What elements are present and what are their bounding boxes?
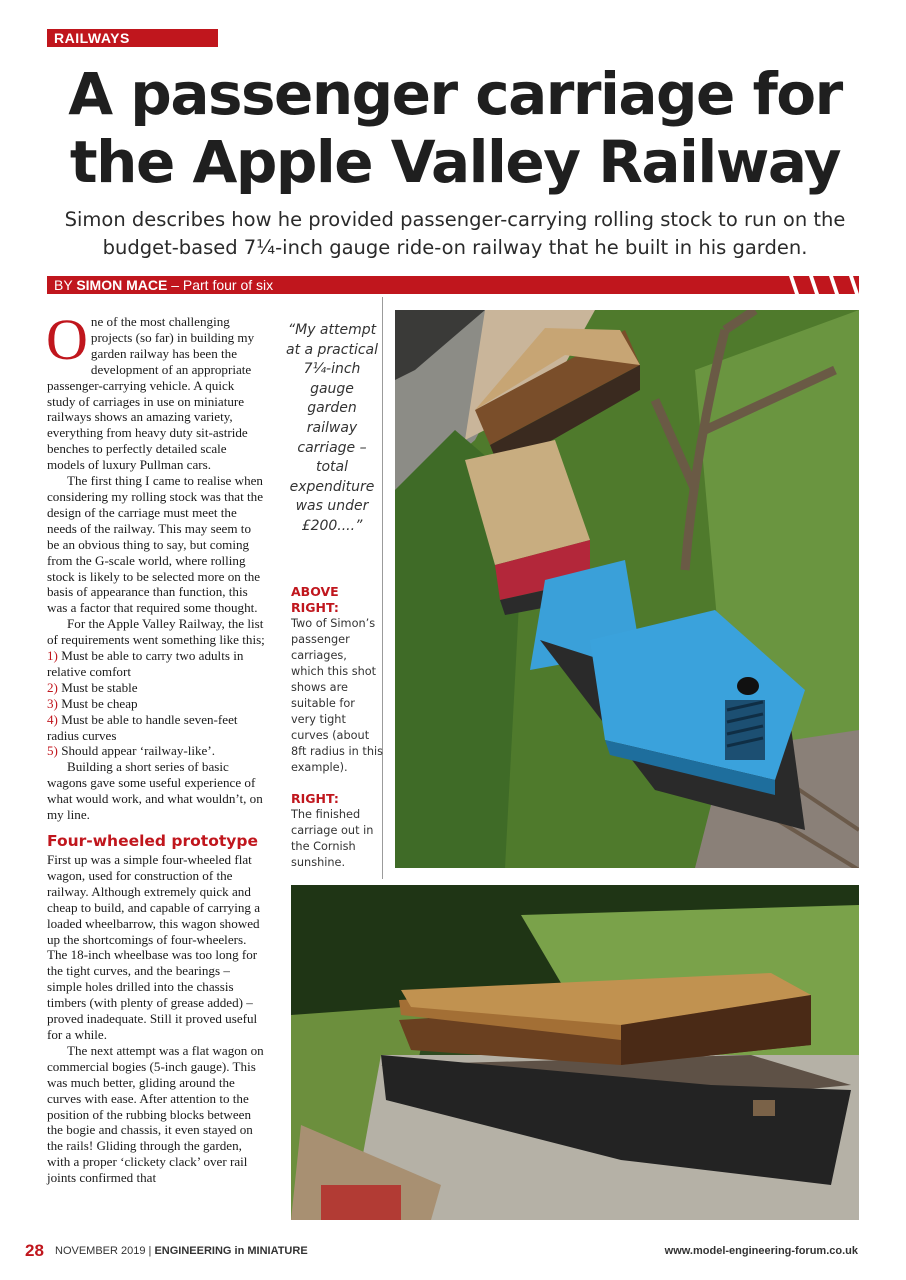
- caption-text: Two of Simon’s passenger carriages, which this shot shows are suitable for very tight curves (about 8ft radius in this example).: [291, 617, 384, 774]
- paragraph: One of the most challenging projects (so far) in building my garden railway has been the development of an appropriate passenger-carrying vehicle. A quick study of carriages in use on miniature railways shows an amazing variety, everything from heavy duty sit-astride benches to perfectly detailed scale models of luxury Pullman cars.: [46, 307, 255, 473]
- byline-author: SIMON MACE: [76, 277, 168, 293]
- byline-slash-decoration: [783, 276, 859, 294]
- list-item: 5) Should appear ‘railway-like’.: [47, 743, 215, 759]
- paragraph: Building a short series of basic wagons gave some useful experience of what would work, and what wouldn’t, on my line.: [47, 759, 263, 823]
- paragraph: The next attempt was a flat wagon on commercial bogies (5-inch gauge). This was much better, gliding around the curves with ease. After attention to the position of the rubbing blocks between the bogie and chassis, it even stayed on the rails! Gliding through the garden, with a proper ‘clickety clack’ over rail joints confirmed that: [47, 1042, 264, 1186]
- page-number: 28: [25, 1241, 44, 1260]
- byline-bar: [47, 276, 813, 294]
- magazine-name: ENGINEERING in MINIATURE: [154, 1245, 308, 1257]
- caption-text: The finished carriage out in the Cornish sunshine.: [291, 808, 374, 869]
- drop-cap: O: [46, 307, 88, 372]
- list-item: 3) Must be cheap: [47, 695, 138, 711]
- list-item: 1) Must be able to carry two adults in relative comfort: [47, 648, 244, 679]
- standfirst: Simon describes how he provided passenger-carrying rolling stock to run on the budget-based 7¼-inch gauge ride-on railway that he built in his garden.: [64, 208, 846, 259]
- list-item: 4) Must be able to handle seven-feet radius curves: [47, 711, 238, 743]
- caption-right: [291, 791, 383, 871]
- caption-label: RIGHT:: [291, 791, 339, 806]
- subheading: Four-wheeled prototype: [47, 832, 258, 850]
- footer-url: www.model-engineering-forum.co.uk: [664, 1245, 858, 1257]
- byline-part: – Part four of six: [171, 277, 274, 293]
- paragraph: The first thing I came to realise when considering my rolling stock was that the design of the carriage must meet the needs of the railway. This may seem to be an obvious thing to say, but coming from the G-scale world, where rolling stock is likely to be selected more on the basis of appearance than function, this was a factor that required some thought.: [47, 473, 264, 616]
- caption-label: ABOVE RIGHT:: [291, 584, 339, 615]
- paragraph: First up was a simple four-wheeled flat wagon, used for construction of the railway. Although extremely quick and cheap to build, and capable of carrying a loaded wheelbarrow, this wagon showed up the shortcomings of four-wheelers. The 18-inch wheelbase was too long for the tight curves, and the bearings – simple holes drilled into the chassis timbers (with plenty of grease added) – proved inadequate. Still it proved useful for a while.: [47, 852, 261, 1042]
- body-column: [46, 307, 265, 1186]
- list-item: 2) Must be stable: [47, 679, 138, 695]
- photo-finished-carriage: [291, 885, 859, 1220]
- article-title: A passenger carriage for the Apple Valley Railway: [68, 60, 842, 196]
- paragraph: For the Apple Valley Railway, the list of requirements went something like this;: [47, 616, 265, 648]
- photo-carriages-and-locomotive: [395, 310, 859, 868]
- caption-above-right: [291, 584, 383, 776]
- section-tag: RAILWAYS: [47, 29, 218, 47]
- pull-quote: “My attempt at a practical 7¼-inch gauge garden railway carriage – total expenditure was under £200....”: [285, 322, 378, 534]
- byline-prefix: BY: [54, 277, 73, 293]
- footer-issue: NOVEMBER 2019 | ENGINEERING in MINIATURE: [55, 1245, 308, 1257]
